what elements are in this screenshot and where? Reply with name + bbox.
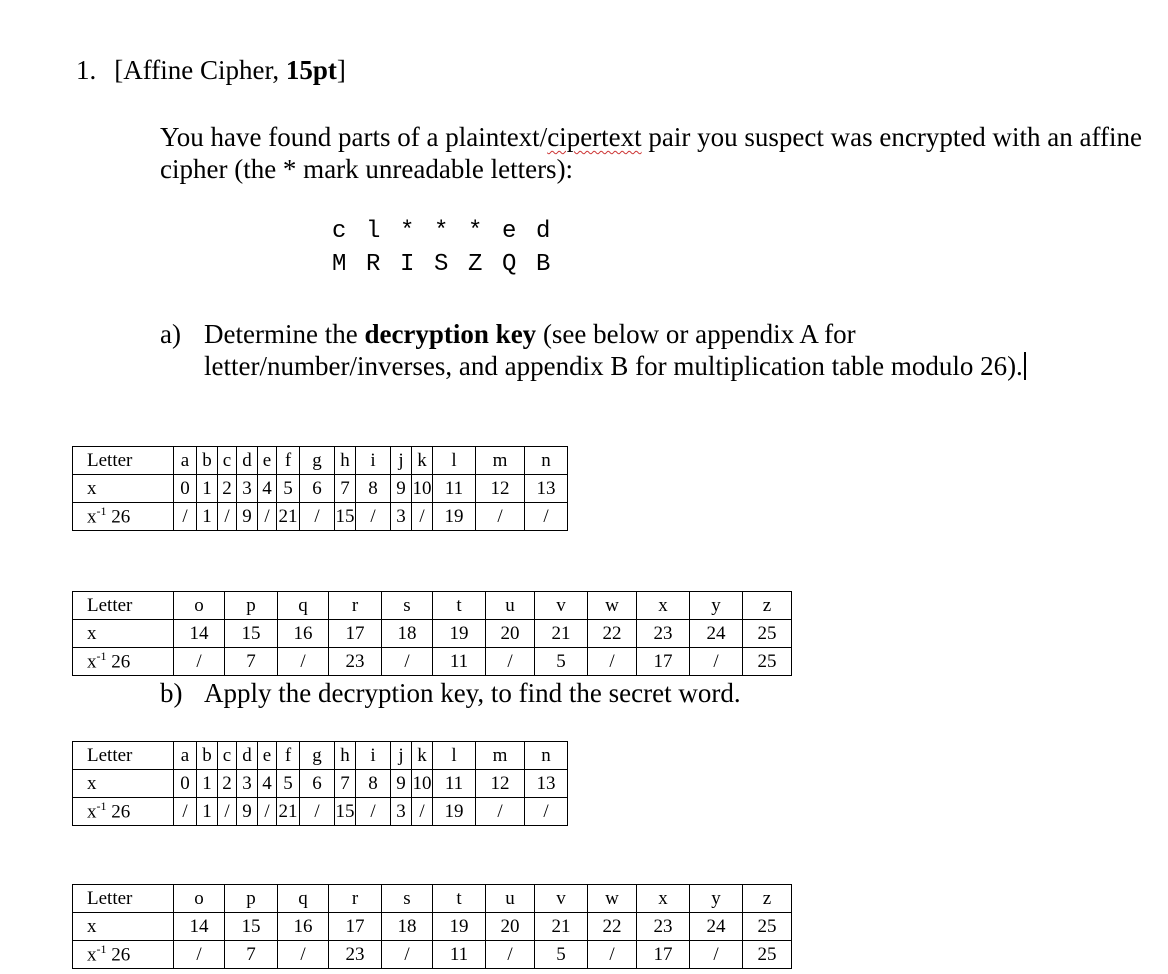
letter-cell: a (174, 742, 197, 770)
number-cell: 23 (637, 620, 690, 648)
inverse-label-exponent: -1 (96, 942, 107, 957)
letter-cell: f (277, 742, 300, 770)
number-cell: 19 (433, 620, 486, 648)
table-row (73, 503, 568, 531)
number-cell: 1 (197, 475, 218, 503)
number-cell: 3 (237, 475, 258, 503)
text-cursor (1024, 352, 1026, 380)
inverse-cell: 17 (637, 941, 690, 969)
part-a-label: a) (160, 319, 181, 349)
inverse-cell: / (278, 648, 329, 676)
inverse-cell: / (412, 503, 433, 531)
plaintext-char: d (536, 218, 551, 245)
letter-cell: q (278, 592, 329, 620)
row-label-inverse (73, 941, 174, 969)
question-points: 15pt (285, 55, 337, 85)
letter-table-a-n-repeat (72, 741, 568, 826)
inverse-cell: / (174, 648, 225, 676)
number-cell: 20 (486, 913, 535, 941)
letter-cell: a (174, 447, 197, 475)
letter-table-a-n (72, 446, 568, 531)
inverse-cell: / (258, 798, 277, 826)
ciphertext-char: Z (468, 251, 483, 278)
inverse-cell: / (174, 503, 197, 531)
inverse-cell: / (356, 798, 391, 826)
number-cell: 3 (237, 770, 258, 798)
intro-paragraph (160, 121, 1150, 185)
inverse-cell: / (278, 941, 329, 969)
letter-cell: s (382, 592, 433, 620)
letter-cell: e (258, 447, 277, 475)
letter-cell: r (329, 885, 382, 913)
letter-cell: o (174, 592, 225, 620)
letter-cell: v (535, 885, 588, 913)
inverse-cell: 7 (225, 648, 278, 676)
letter-cell: c (218, 742, 237, 770)
spellcheck-word: cipertext (547, 122, 642, 152)
table-row (73, 475, 568, 503)
letter-cell: f (277, 447, 300, 475)
number-cell: 7 (335, 475, 356, 503)
letter-cell: s (382, 885, 433, 913)
inverse-cell: / (218, 798, 237, 826)
number-cell: 25 (743, 620, 792, 648)
row-label-x: x (73, 913, 174, 941)
inverse-label-modulus: 26 (106, 651, 131, 673)
number-cell: 7 (335, 770, 356, 798)
letter-cell: q (278, 885, 329, 913)
plaintext-char: c (332, 218, 347, 245)
number-cell: 8 (356, 475, 391, 503)
inverse-label-exponent: -1 (96, 649, 107, 664)
inverse-cell: 15 (335, 798, 356, 826)
letter-cell: o (174, 885, 225, 913)
number-cell: 0 (174, 475, 197, 503)
inverse-cell: 5 (535, 648, 588, 676)
ciphertext-char: R (366, 251, 381, 278)
inverse-cell: 17 (637, 648, 690, 676)
row-label-inverse (73, 798, 174, 826)
table-row (73, 620, 792, 648)
inverse-cell: 21 (277, 503, 300, 531)
letter-cell: h (335, 742, 356, 770)
letter-cell: u (486, 592, 535, 620)
number-cell: 6 (300, 475, 335, 503)
inverse-cell: / (300, 798, 335, 826)
row-label-x: x (73, 770, 174, 798)
number-cell: 22 (588, 620, 637, 648)
table-row (73, 913, 792, 941)
number-cell: 16 (278, 620, 329, 648)
inverse-cell: / (486, 648, 535, 676)
inverse-cell: 9 (237, 503, 258, 531)
number-cell: 10 (412, 770, 433, 798)
number-cell: 9 (391, 475, 412, 503)
letter-cell: c (218, 447, 237, 475)
number-cell: 4 (258, 475, 277, 503)
part-b-text: Apply the decryption key, to find the secret word. (204, 678, 741, 708)
inverse-cell: / (382, 941, 433, 969)
question-title-suffix: ] (336, 55, 346, 85)
inverse-cell: 21 (277, 798, 300, 826)
table-row (73, 447, 568, 475)
inverse-cell: / (486, 941, 535, 969)
inverse-cell: / (476, 798, 525, 826)
inverse-cell: / (525, 503, 568, 531)
part-b (160, 677, 741, 709)
table-row (73, 742, 568, 770)
number-cell: 14 (174, 620, 225, 648)
number-cell: 13 (525, 770, 568, 798)
number-cell: 21 (535, 620, 588, 648)
inverse-cell: 25 (743, 648, 792, 676)
inverse-cell: 19 (433, 798, 476, 826)
inverse-cell: / (476, 503, 525, 531)
letter-table-o-z (72, 591, 792, 676)
number-cell: 11 (433, 475, 476, 503)
ciphertext-row (332, 251, 570, 278)
number-cell: 15 (225, 913, 278, 941)
number-cell: 8 (356, 770, 391, 798)
letter-cell: z (743, 592, 792, 620)
inverse-cell: 5 (535, 941, 588, 969)
inverse-cell: 23 (329, 941, 382, 969)
row-label-x: x (73, 475, 174, 503)
letter-cell: e (258, 742, 277, 770)
inverse-cell: 11 (433, 648, 486, 676)
inverse-cell: 11 (433, 941, 486, 969)
plaintext-char: * (468, 218, 483, 245)
letter-cell: u (486, 885, 535, 913)
part-a-bold: decryption key (364, 319, 537, 349)
number-cell: 1 (197, 770, 218, 798)
inverse-label-modulus: 26 (106, 944, 131, 966)
row-label-x: x (73, 620, 174, 648)
row-label-letter: Letter (73, 592, 174, 620)
part-b-label: b) (160, 678, 183, 708)
letter-cell: h (335, 447, 356, 475)
number-cell: 21 (535, 913, 588, 941)
number-cell: 9 (391, 770, 412, 798)
inverse-cell: / (356, 503, 391, 531)
plaintext-char: e (502, 218, 517, 245)
question-title-prefix: [Affine Cipher, (114, 55, 286, 85)
table-row (73, 592, 792, 620)
number-cell: 24 (690, 620, 743, 648)
row-label-inverse (73, 648, 174, 676)
part-a-text-end: (see below or appendix A for letter/number/inverses, and appendix B for multiplication table modulo 26). (204, 319, 1023, 381)
letter-cell: j (391, 742, 412, 770)
letter-cell: m (476, 447, 525, 475)
row-label-inverse (73, 503, 174, 531)
inverse-cell: / (300, 503, 335, 531)
number-cell: 24 (690, 913, 743, 941)
letter-cell: n (525, 742, 568, 770)
question-number: 1. (76, 55, 97, 85)
table-row (73, 770, 568, 798)
number-cell: 17 (329, 620, 382, 648)
table-row (73, 941, 792, 969)
number-cell: 19 (433, 913, 486, 941)
number-cell: 15 (225, 620, 278, 648)
inverse-cell: / (258, 503, 277, 531)
intro-text-end: pair you suspect was encrypted with an affine cipher (the * mark unreadable letters): (160, 122, 1142, 184)
number-cell: 12 (476, 770, 525, 798)
inverse-label-modulus: 26 (106, 506, 131, 528)
table-row (73, 885, 792, 913)
inverse-cell: / (588, 941, 637, 969)
inverse-label-base: x (87, 944, 97, 966)
number-cell: 10 (412, 475, 433, 503)
inverse-cell: 1 (197, 503, 218, 531)
letter-cell: l (433, 742, 476, 770)
letter-cell: t (433, 885, 486, 913)
number-cell: 5 (277, 475, 300, 503)
table-row (73, 798, 568, 826)
letter-table-o-z-repeat (72, 884, 792, 969)
inverse-cell: / (174, 798, 197, 826)
letter-cell: d (237, 742, 258, 770)
number-cell: 14 (174, 913, 225, 941)
number-cell: 12 (476, 475, 525, 503)
number-cell: 0 (174, 770, 197, 798)
letter-cell: x (637, 885, 690, 913)
inverse-label-modulus: 26 (106, 801, 131, 823)
plaintext-row (332, 218, 570, 245)
letter-cell: l (433, 447, 476, 475)
inverse-cell: 1 (197, 798, 218, 826)
table-row (73, 648, 792, 676)
number-cell: 11 (433, 770, 476, 798)
plaintext-char: l (366, 218, 381, 245)
number-cell: 18 (382, 620, 433, 648)
number-cell: 20 (486, 620, 535, 648)
inverse-cell: / (525, 798, 568, 826)
inverse-label-base: x (87, 801, 97, 823)
letter-cell: r (329, 592, 382, 620)
letter-cell: b (197, 447, 218, 475)
ciphertext-char: I (400, 251, 415, 278)
number-cell: 6 (300, 770, 335, 798)
letter-cell: b (197, 742, 218, 770)
row-label-letter: Letter (73, 742, 174, 770)
inverse-cell: 3 (391, 503, 412, 531)
inverse-cell: 23 (329, 648, 382, 676)
letter-cell: p (225, 592, 278, 620)
plaintext-char: * (434, 218, 449, 245)
inverse-cell: / (588, 648, 637, 676)
letter-cell: y (690, 592, 743, 620)
inverse-cell: 3 (391, 798, 412, 826)
letter-cell: z (743, 885, 792, 913)
letter-cell: w (588, 885, 637, 913)
inverse-cell: 25 (743, 941, 792, 969)
number-cell: 22 (588, 913, 637, 941)
letter-cell: j (391, 447, 412, 475)
letter-cell: y (690, 885, 743, 913)
inverse-label-base: x (87, 506, 97, 528)
inverse-cell: / (218, 503, 237, 531)
ciphertext-char: S (434, 251, 449, 278)
number-cell: 5 (277, 770, 300, 798)
letter-cell: g (300, 742, 335, 770)
row-label-letter: Letter (73, 885, 174, 913)
inverse-cell: / (690, 648, 743, 676)
letter-cell: v (535, 592, 588, 620)
number-cell: 18 (382, 913, 433, 941)
inverse-label-exponent: -1 (96, 799, 107, 814)
letter-cell: i (356, 742, 391, 770)
inverse-label-exponent: -1 (96, 504, 107, 519)
inverse-cell: 7 (225, 941, 278, 969)
inverse-cell: 15 (335, 503, 356, 531)
letter-cell: t (433, 592, 486, 620)
ciphertext-char: M (332, 251, 347, 278)
intro-text-start: You have found parts of a plaintext/ (160, 122, 548, 152)
number-cell: 4 (258, 770, 277, 798)
part-a (160, 318, 1104, 382)
letter-cell: w (588, 592, 637, 620)
inverse-cell: / (382, 648, 433, 676)
inverse-label-base: x (87, 651, 97, 673)
number-cell: 16 (278, 913, 329, 941)
inverse-cell: / (412, 798, 433, 826)
number-cell: 2 (218, 475, 237, 503)
number-cell: 13 (525, 475, 568, 503)
ciphertext-char: B (536, 251, 551, 278)
inverse-cell: / (690, 941, 743, 969)
row-label-letter: Letter (73, 447, 174, 475)
ciphertext-char: Q (502, 251, 517, 278)
inverse-cell: 9 (237, 798, 258, 826)
letter-cell: k (412, 742, 433, 770)
inverse-cell: / (174, 941, 225, 969)
letter-cell: p (225, 885, 278, 913)
letter-cell: m (476, 742, 525, 770)
number-cell: 25 (743, 913, 792, 941)
letter-cell: d (237, 447, 258, 475)
inverse-cell: 19 (433, 503, 476, 531)
letter-cell: g (300, 447, 335, 475)
number-cell: 23 (637, 913, 690, 941)
letter-cell: k (412, 447, 433, 475)
question-heading (76, 55, 346, 86)
part-a-text-start: Determine the (204, 319, 365, 349)
letter-cell: n (525, 447, 568, 475)
number-cell: 17 (329, 913, 382, 941)
letter-cell: x (637, 592, 690, 620)
number-cell: 2 (218, 770, 237, 798)
plaintext-char: * (400, 218, 415, 245)
letter-cell: i (356, 447, 391, 475)
